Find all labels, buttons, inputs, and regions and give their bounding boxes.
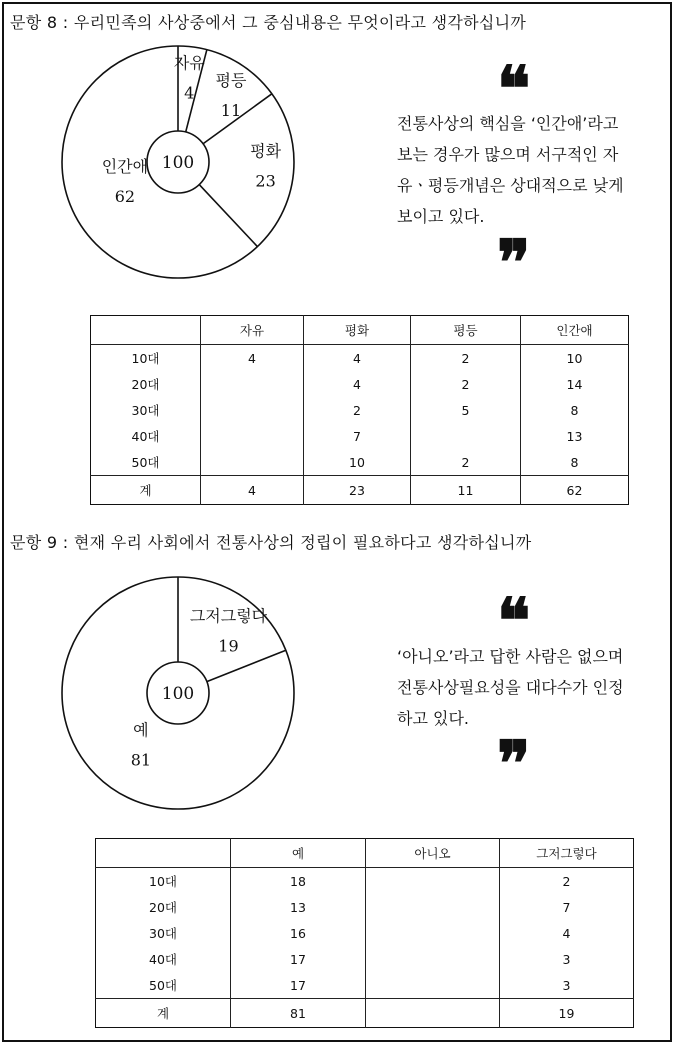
table-cell: 2 [411,345,521,372]
table-cell: 17 [231,972,366,999]
table-cell: 5 [411,397,521,423]
table-cell: 62 [521,476,629,505]
q9-pie-slice-value: 81 [130,750,152,770]
table-cell [366,894,500,920]
table-row [96,894,634,920]
table-row [91,345,629,372]
table-header-cell [91,316,201,345]
q8-open-quote-icon: ❝ [497,52,531,125]
q8-comment-line: 전통사상의 핵심을 ‘인간애’라고 [397,114,619,133]
table-cell: 11 [411,476,521,505]
table-cell [201,423,304,449]
q8-title: 문항 8 : 우리민족의 사상중에서 그 중심내용은 무엇이라고 생각하십니까 [10,13,527,32]
table-cell: 16 [231,920,366,946]
q9-table [95,838,634,1028]
table-header-row [96,839,634,868]
table-header-cell: 그저그렇다 [500,839,634,868]
table-cell: 계 [91,476,201,505]
table-cell: 2 [304,397,411,423]
table-cell: 10대 [149,874,177,889]
table-header-cell: 아니오 [366,839,500,868]
table-total-row [96,999,634,1028]
q8-pie-slice-value: 23 [255,171,276,191]
table-cell: 30대 [131,403,160,418]
q8-close-quote-icon: ❞ [497,226,531,299]
q9-pie-center-value: 100 [161,684,195,704]
table-cell: 4 [201,345,304,372]
q8-pie-slice-value: 62 [114,186,136,206]
table-cell: 4 [304,345,411,372]
q8-comment-line: 보이고 있다. [397,207,485,226]
table-cell: 2 [411,449,521,476]
table-row [91,371,629,397]
q8-pie-slice-boundary [199,185,257,247]
table-cell: 20대 [149,900,177,915]
table-header-cell: 자유 [201,316,304,345]
table-cell: 30대 [149,926,177,941]
q8-comment-line: 보는 경우가 많으며 서구적인 자 [397,145,619,164]
table-cell: 10 [304,449,411,476]
q9-title: 문항 9 : 현재 우리 사회에서 전통사상의 정립이 필요하다고 생각하십니까 [10,533,532,552]
table-cell: 23 [304,476,411,505]
table-cell: 8 [521,397,629,423]
table-cell [201,371,304,397]
q8-pie-center-value: 100 [161,153,195,173]
q8-table [90,315,629,505]
table-row [91,423,629,449]
table-cell: 7 [304,423,411,449]
table-row [96,972,634,999]
q9-open-quote-icon: ❝ [497,584,531,657]
table-cell [411,423,521,449]
table-cell: 3 [500,946,634,972]
table-cell: 18 [231,868,366,895]
table-cell: 7 [500,894,634,920]
q9-comment-line: ‘아니오’라고 답한 사람은 없으며 [397,647,624,666]
table-cell: 40대 [131,429,160,444]
table-row [91,449,629,476]
table-cell [366,920,500,946]
table-row [91,397,629,423]
q9-pie-slice-value: 19 [218,636,239,656]
q8-pie-slice-value: 11 [220,100,242,120]
table-cell: 13 [521,423,629,449]
table-cell [366,972,500,999]
q8-pie-slice-label: 평화 [250,141,282,161]
table-cell: 2 [500,868,634,895]
q8-pie-slice-label: 인간애 [101,156,149,176]
table-total-row [91,476,629,505]
q8-pie-slice-value: 4 [184,83,195,103]
q9-close-quote-icon: ❞ [497,727,531,800]
table-row [96,868,634,895]
q9-pie-slice-label: 예 [133,720,149,740]
table-cell [366,868,500,895]
table-cell: 13 [231,894,366,920]
table-cell: 50대 [149,978,177,993]
table-cell: 10대 [131,351,160,366]
q9-pie-slice-label: 그저그렇다 [189,606,268,626]
table-cell: 4 [201,476,304,505]
q9-comment-line: 전통사상필요성을 대다수가 인정 [397,678,624,697]
table-header-cell: 인간애 [521,316,629,345]
q9-pie-chart [58,573,298,813]
table-cell [201,449,304,476]
table-header-cell: 평화 [304,316,411,345]
table-cell: 19 [500,999,634,1028]
table-row [96,920,634,946]
table-header-cell: 평등 [411,316,521,345]
q8-pie-chart [58,42,298,282]
q9-comment-line: 하고 있다. [397,709,469,728]
table-header-cell [96,839,231,868]
table-cell: 17 [231,946,366,972]
table-cell [201,397,304,423]
q8-pie-slice-label: 자유 [173,53,205,73]
table-row [96,946,634,972]
table-cell: 14 [521,371,629,397]
table-header-cell: 예 [231,839,366,868]
q8-comment-line: 유ㆍ평등개념은 상대적으로 낮게 [397,176,624,195]
table-cell: 4 [500,920,634,946]
table-cell: 2 [411,371,521,397]
table-header-row [91,316,629,345]
table-cell: 20대 [131,377,160,392]
q9-comment [397,641,624,734]
q8-comment [397,108,624,232]
table-cell: 50대 [131,455,160,470]
table-cell [366,946,500,972]
table-cell: 3 [500,972,634,999]
table-cell: 8 [521,449,629,476]
table-cell: 81 [231,999,366,1028]
table-cell [366,999,500,1028]
q8-pie-slice-label: 평등 [215,70,247,90]
table-cell: 계 [96,999,231,1028]
table-cell: 10 [521,345,629,372]
table-cell: 4 [304,371,411,397]
table-cell: 40대 [149,952,177,967]
